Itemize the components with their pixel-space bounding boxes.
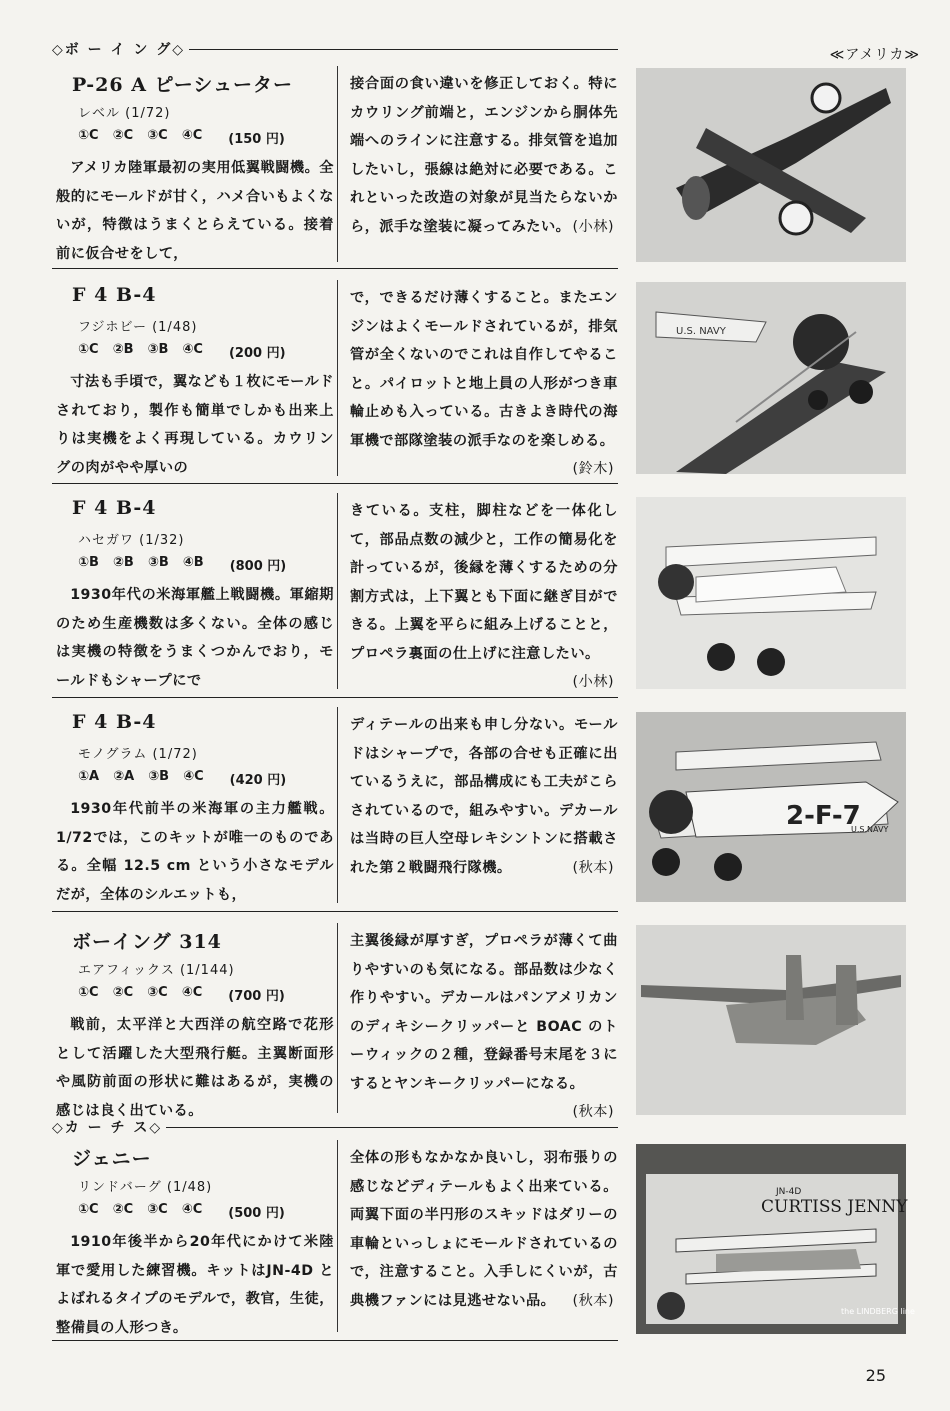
flying-boat-photo — [636, 925, 906, 1115]
entry-body-left: 戦前，太平洋と大西洋の航空路で花形として活躍した大型飛行艇。主翼断面形や風防前面の形状に難はあるが，実機の感じは良く出ている。 — [56, 1017, 334, 1119]
entry-body-right — [350, 711, 618, 882]
entry-author: (秋本) — [572, 1292, 614, 1309]
entry-body-right-text: で，できるだけ薄くすること。またエンジンはよくモールドされているが，排気管が全くないのでこれは自作してやること。パイロットと地上員の人形がつき車輪止めも入っている。古きよき時代の海軍機で部隊塗装の派手なのを楽しめる。 — [350, 290, 618, 449]
column-divider — [337, 923, 338, 1113]
section-title-curtiss: ◇カ ー チ ス◇ — [52, 1120, 163, 1136]
rating-4: ④B — [182, 555, 204, 570]
entry-maker: リンドバーグ (1/48) — [78, 1180, 213, 1195]
photo-jenny-box — [636, 1144, 915, 1334]
rating-4: ④C — [182, 342, 203, 357]
entry-body-right-text: 接合面の食い違いを修正しておく。特にカウリング前端と，エンジンから胴体先端へのラインに注意する。排気管を追加したいし，張線は絶対に必要である。これといった改造の対象が見当たらないから，派手な塗装に凝ってみたい。 — [350, 76, 618, 235]
entry-p26a — [52, 70, 618, 260]
rating-2: ②B — [112, 342, 134, 357]
entry-price: (700 円) — [228, 989, 285, 1004]
rating-4: ④C — [181, 1202, 203, 1217]
section-rule — [166, 1127, 618, 1128]
entry-body-left: アメリカ陸軍最初の実用低翼戦闘機。全般的にモールドが甘く，ハメ合いもよくないが，特徴はうまくとらえている。接着前に仮合せをして， — [56, 160, 334, 262]
entry-separator — [52, 911, 618, 912]
entry-maker: フジホビー (1/48) — [78, 320, 198, 335]
rating-1: ①C — [78, 985, 99, 1000]
section-header-boeing — [52, 38, 618, 60]
column-divider — [337, 280, 338, 476]
entry-f4b4-fujihobby — [52, 284, 618, 477]
entry-author: (秋本) — [572, 859, 614, 876]
entry-title: F 4 B-4 — [72, 497, 157, 519]
rating-2: ②B — [112, 555, 134, 570]
entry-body-right — [350, 1144, 618, 1315]
entry-body-right-text: 主翼後縁が厚すぎ，プロペラが薄くて曲りやすいのも気になる。部品数は少なく作りやすい。デカールはパンアメリカンのディキシークリッパーと BOAC のトーウィックの２種，登録番号末尾を３にするとヤンキークリッパーになる。 — [350, 933, 618, 1092]
entry-boeing314 — [52, 927, 618, 1120]
entry-price: (420 円) — [229, 773, 287, 788]
entry-separator — [52, 483, 618, 484]
rating-3: ③B — [148, 769, 170, 784]
page-number: 25 — [865, 1366, 886, 1385]
entry-body-right-text: きている。支柱，脚柱などを一体化して，部品点数の減少と，工作の簡易化を計っているが，後縁を薄くするための分割方式は，上下翼とも下面に継ぎ目ができる。上翼を平らに組み上げることと，プロペラ裏面の仕上げに注意したい。 — [350, 503, 618, 662]
entry-price: (150 円) — [228, 132, 285, 147]
entry-separator — [52, 268, 618, 269]
column-divider — [337, 1140, 338, 1332]
rating-1: ①A — [78, 769, 100, 784]
kit-box-photo — [636, 1144, 915, 1334]
entry-ratings — [78, 342, 286, 361]
entry-body-right — [350, 927, 618, 1127]
rating-4: ④C — [183, 769, 204, 784]
entry-title: ボーイング 314 — [72, 931, 222, 953]
photo-boeing314 — [636, 925, 906, 1115]
entry-author: (鈴木) — [572, 461, 614, 477]
rating-2: ②C — [112, 128, 134, 143]
entry-price: (500 円) — [228, 1206, 285, 1221]
entry-maker: エアフィックス (1/144) — [78, 963, 235, 978]
entry-title: P-26 A ピーシューター — [72, 74, 294, 96]
entry-separator — [52, 1340, 618, 1341]
rating-4: ④C — [181, 985, 203, 1000]
rating-1: ①B — [78, 555, 99, 570]
airplane-photo-f4b4-c — [636, 712, 906, 902]
column-divider — [337, 66, 338, 262]
entry-title: F 4 B-4 — [72, 711, 157, 733]
entry-body-right — [350, 497, 618, 697]
box-title: CURTISS JENNY — [761, 1197, 908, 1217]
photo-f4b4-fujihobby — [636, 282, 906, 474]
airplane-photo-p26a — [636, 68, 906, 262]
entry-ratings — [78, 1202, 285, 1221]
airplane-photo-f4b4-b — [636, 497, 906, 689]
entry-author: (小林) — [572, 218, 614, 235]
region-label: ≪アメリカ≫ — [829, 47, 920, 63]
airplane-photo-f4b4-a — [636, 282, 906, 474]
section-rule — [189, 49, 618, 50]
photo-markings-text: U.S.NAVY — [851, 825, 889, 834]
column-divider — [337, 707, 338, 903]
entry-maker: レベル (1/72) — [78, 106, 171, 121]
rating-3: ③C — [147, 128, 168, 143]
entry-title: F 4 B-4 — [72, 284, 157, 306]
entry-f4b4-hasegawa — [52, 497, 618, 690]
rating-1: ①C — [78, 128, 99, 143]
entry-maker: ハセガワ (1/32) — [78, 533, 185, 548]
rating-4: ④C — [181, 128, 203, 143]
entry-maker: モノグラム (1/72) — [78, 747, 198, 762]
photo-f4b4-hasegawa — [636, 497, 906, 689]
photo-p26a-model — [636, 68, 906, 262]
entry-ratings — [78, 769, 286, 788]
section-header-curtiss — [52, 1116, 618, 1138]
entry-body-left: 1910年後半から20年代にかけて米陸軍で愛用した練習機。キットはJN-4D とよばれるタイプのモデルで，教官，生徒，整備員の人形つき。 — [56, 1234, 334, 1336]
entry-body-right-text: ディテールの出来も申し分ない。モールドはシャープで，各部の合せも正確に出ているうえに，部品構成にも工夫がこらされているので，組みやすい。デカールは当時の巨人空母レキシントンに搭載された第２戦闘飛行隊機。 — [350, 717, 618, 876]
photo-f4b4-monogram — [636, 712, 906, 902]
entry-author: (小林) — [572, 674, 614, 690]
rating-1: ①C — [78, 1202, 99, 1217]
entry-body-right-text: 全体の形もなかなか良いし，羽布張りの感じなどディテールもよく出来ている。両翼下面の半円形のスキッドはダリーの車輪といっしょにモールドされているので，注意すること。入手しにくいが，古典機ファンには見逃せない品。 — [350, 1150, 618, 1309]
entry-body-right — [350, 284, 618, 484]
box-model-code: JN-4D — [776, 1187, 802, 1197]
entry-f4b4-monogram — [52, 711, 618, 901]
photo-markings-text: U.S. NAVY — [676, 326, 726, 337]
rating-2: ②A — [113, 769, 135, 784]
rating-3: ③C — [147, 1202, 168, 1217]
entry-ratings — [78, 985, 285, 1004]
column-divider — [337, 493, 338, 689]
entry-body-left: 1930年代前半の米海軍の主力艦戦。1/72では，このキットが唯一のものである。全幅 12.5 cm という小さなモデルだが，全体のシルエットも， — [56, 801, 334, 903]
entry-separator — [52, 697, 618, 698]
entry-body-left: 寸法も手頃で，翼なども１枚にモールドされており，製作も簡単でしかも出来上りは実機をよく再現している。カウリングの肉がやや厚いの — [56, 374, 334, 476]
entry-body-left: 1930年代の米海軍艦上戦闘機。軍縮期のため生産機数は多くない。全体の感じは実機の特徴をうまくつかんでおり，モールドもシャープにで — [56, 587, 334, 689]
box-brand: the LINDBERG line — [841, 1307, 915, 1316]
rating-3: ③B — [147, 555, 169, 570]
entry-ratings — [78, 128, 285, 147]
entry-jenny — [52, 1144, 618, 1334]
entry-ratings — [78, 555, 286, 574]
entry-body-right — [350, 70, 618, 241]
entry-title: ジェニー — [72, 1148, 152, 1170]
photo-code-text: 2-F-7 — [786, 801, 861, 831]
rating-1: ①C — [78, 342, 99, 357]
rating-2: ②C — [112, 985, 134, 1000]
section-title-boeing: ◇ボ ー イ ン グ◇ — [52, 42, 186, 58]
rating-3: ③C — [147, 985, 168, 1000]
entry-author: (秋本) — [572, 1104, 614, 1120]
rating-2: ②C — [112, 1202, 134, 1217]
rating-3: ③B — [147, 342, 169, 357]
entry-price: (200 円) — [228, 346, 286, 361]
entry-price: (800 円) — [229, 559, 287, 574]
